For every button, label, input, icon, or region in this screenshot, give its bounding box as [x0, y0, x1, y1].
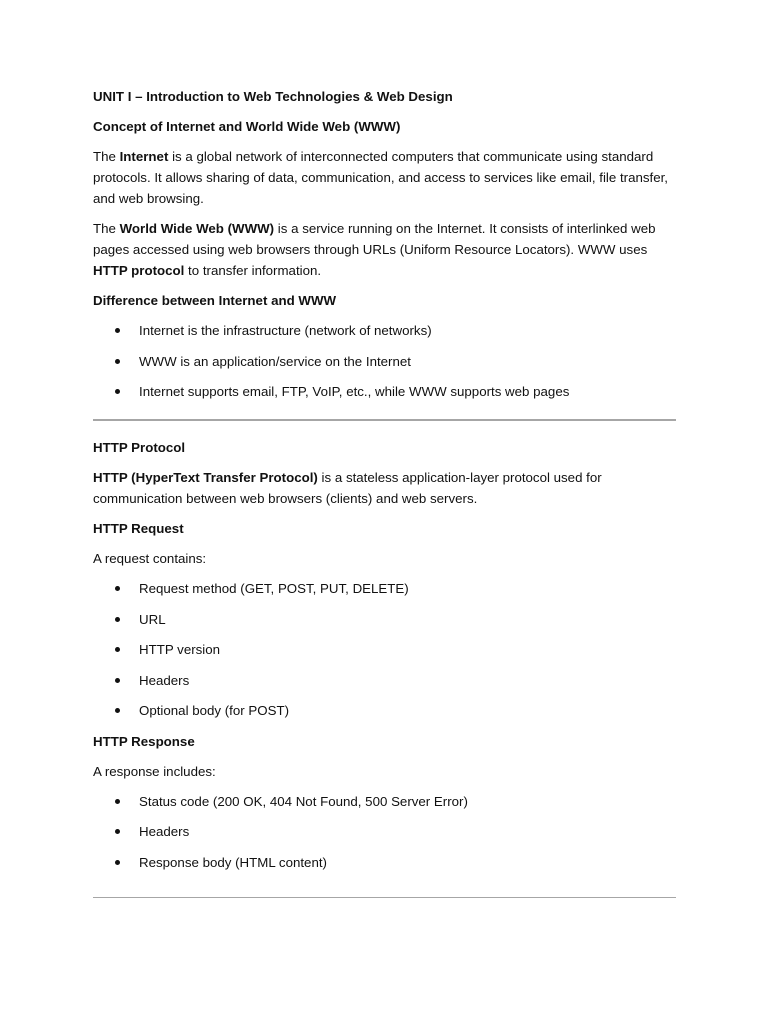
request-heading: HTTP Request	[93, 521, 184, 536]
bullet-icon	[115, 647, 120, 652]
response-intro: A response includes:	[93, 763, 216, 779]
list-item: Optional body (for POST)	[93, 700, 676, 721]
list-item: URL	[93, 609, 676, 630]
request-list	[93, 578, 676, 721]
bullet-icon	[115, 328, 120, 333]
bullet-icon	[115, 829, 120, 834]
list-item: Internet supports email, FTP, VoIP, etc., while WWW supports web pages	[93, 381, 676, 402]
list-item: Headers	[93, 821, 676, 842]
list-item: HTTP version	[93, 639, 676, 660]
list-item: Request method (GET, POST, PUT, DELETE)	[93, 578, 676, 599]
section-divider-bottom	[93, 897, 676, 898]
bullet-icon	[115, 708, 120, 713]
bullet-icon	[115, 617, 120, 622]
http-heading: HTTP Protocol	[93, 440, 186, 455]
bullet-icon	[115, 678, 120, 683]
concept-heading: Concept of Internet and World Wide Web (WWW)	[93, 119, 401, 134]
difference-heading: Difference between Internet and WWW	[93, 293, 337, 308]
bullet-icon	[115, 860, 120, 865]
www-paragraph	[93, 218, 676, 281]
bullet-icon	[115, 799, 120, 804]
unit-title: UNIT I – Introduction to Web Technologies & Web Design	[93, 89, 453, 104]
bullet-icon	[115, 359, 120, 364]
list-item: Response body (HTML content)	[93, 852, 676, 873]
internet-paragraph	[93, 146, 676, 209]
bullet-icon	[115, 389, 120, 394]
request-intro: A request contains:	[93, 551, 207, 566]
http-paragraph	[93, 467, 676, 509]
http-protocol-term: HTTP protocol	[93, 263, 185, 278]
list-item: Status code (200 OK, 404 Not Found, 500 Server Error)	[93, 791, 676, 812]
document-page	[93, 86, 676, 914]
internet-paragraph-post: is a global network of interconnected computers that communicate using standard protocols. It allows sharing of data, communication, and access to services like email, file transfer, and web browsing.	[93, 149, 668, 206]
bullet-icon	[115, 586, 120, 591]
list-item: Internet is the infrastructure (network of networks)	[93, 320, 676, 341]
section-divider	[93, 419, 676, 421]
http-term: HTTP (HyperText Transfer Protocol)	[93, 470, 318, 485]
www-term: World Wide Web (WWW)	[119, 221, 275, 236]
internet-term: Internet	[119, 149, 169, 164]
www-paragraph-pre: The	[93, 221, 120, 236]
www-paragraph-mid: is a service running on the Internet. It consists of interlinked web pages accessed using web browsers through URLs (Uniform Resource Locators). WWW uses	[93, 221, 656, 257]
internet-paragraph-pre: The	[93, 149, 120, 164]
list-item: WWW is an application/service on the Internet	[93, 351, 676, 372]
difference-list	[93, 320, 676, 402]
www-paragraph-post: to transfer information.	[184, 263, 322, 278]
response-list	[93, 791, 676, 873]
response-heading: HTTP Response	[93, 733, 195, 749]
list-item: Headers	[93, 670, 676, 691]
http-paragraph-post: is a stateless application-layer protocol used for communication between web browsers (clients) and web servers.	[93, 470, 602, 506]
